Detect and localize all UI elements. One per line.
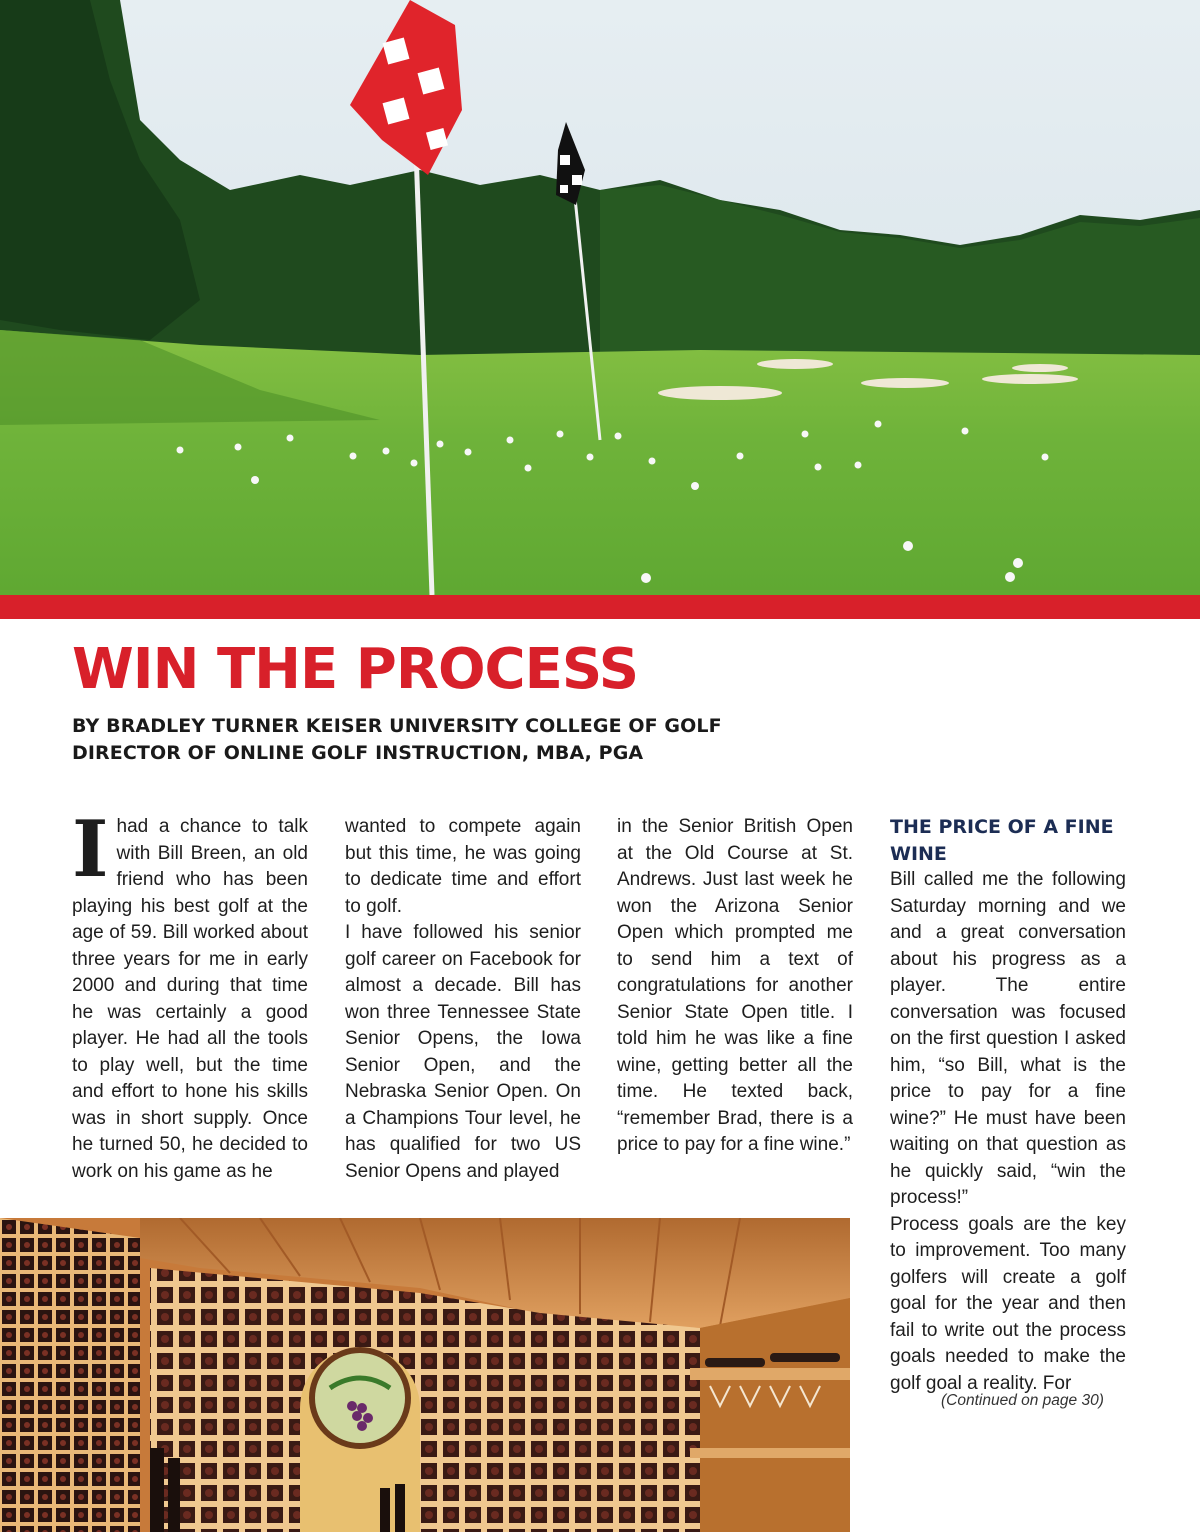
article-byline bbox=[72, 713, 722, 767]
byline-line-1: BY BRADLEY TURNER KEISER UNIVERSITY COLLEGE OF GOLF bbox=[72, 715, 722, 737]
column-1-text: had a chance to talk with Bill Breen, an old friend who has been playing his best golf at the age of 59. Bill worked about three years for me in early 2000 and during that time he was certainly a good player. He had all the tools to play well, but the time and effort to hone his skills was in short supply. Once he turned 50, he decided to work on his game as he bbox=[72, 816, 308, 1182]
red-divider-band bbox=[0, 595, 1200, 619]
column-4-paragraph-2: Process goals are the key to improvement. Too many golfers will create a golf goal for the year and then fail to write out the process goals needed to make the golf goal a reality. For bbox=[890, 1213, 1126, 1394]
wine-cellar-photo bbox=[0, 1218, 850, 1532]
section-subhead: THE PRICE OF A FINE WINE bbox=[890, 816, 1114, 865]
continued-note: (Continued on page 30) bbox=[941, 1392, 1104, 1409]
article-column-4 bbox=[890, 814, 1126, 1397]
drop-cap: I bbox=[72, 804, 109, 895]
byline-line-2: DIRECTOR OF ONLINE GOLF INSTRUCTION, MBA, PGA bbox=[72, 742, 644, 764]
article-column-3 bbox=[617, 814, 853, 1159]
golf-green-image bbox=[0, 0, 1200, 595]
column-4-paragraph-1: Bill called me the following Saturday morning and we and a great conversation about his progress as a player. The entire conversation was focused on the first question I asked him, “so Bill, what is the price to pay for a fine wine?” He must have been waiting on that question as he quickly said, “win the process!” bbox=[890, 869, 1126, 1208]
article-title: WIN THE PROCESS bbox=[72, 637, 639, 702]
column-2-paragraph-2: I have followed his senior golf career on Facebook for almost a decade. Bill has won three Tennessee State Senior Opens, the Iowa Senior Open, and the Nebraska Senior Open. On a Champions Tour level, he has qualified for two US Senior Opens and played bbox=[345, 922, 581, 1182]
column-2-paragraph-1: wanted to compete again but this time, he was going to dedicate time and effort to golf. bbox=[345, 816, 581, 917]
column-3-text: in the Senior British Open at the Old Course at St. Andrews. Just last week he won the Arizona Senior Open which prompted me to send him a text of congratulations for another Senior State Open title. I told him he was like a fine wine, getting better all the time. He texted back, “remember Brad, there is a price to pay for a fine wine.” bbox=[617, 816, 853, 1155]
hero-golf-photo bbox=[0, 0, 1200, 595]
wine-cellar-image bbox=[0, 1218, 850, 1532]
article-column-1 bbox=[72, 804, 308, 1185]
article-column-2 bbox=[345, 814, 581, 1185]
